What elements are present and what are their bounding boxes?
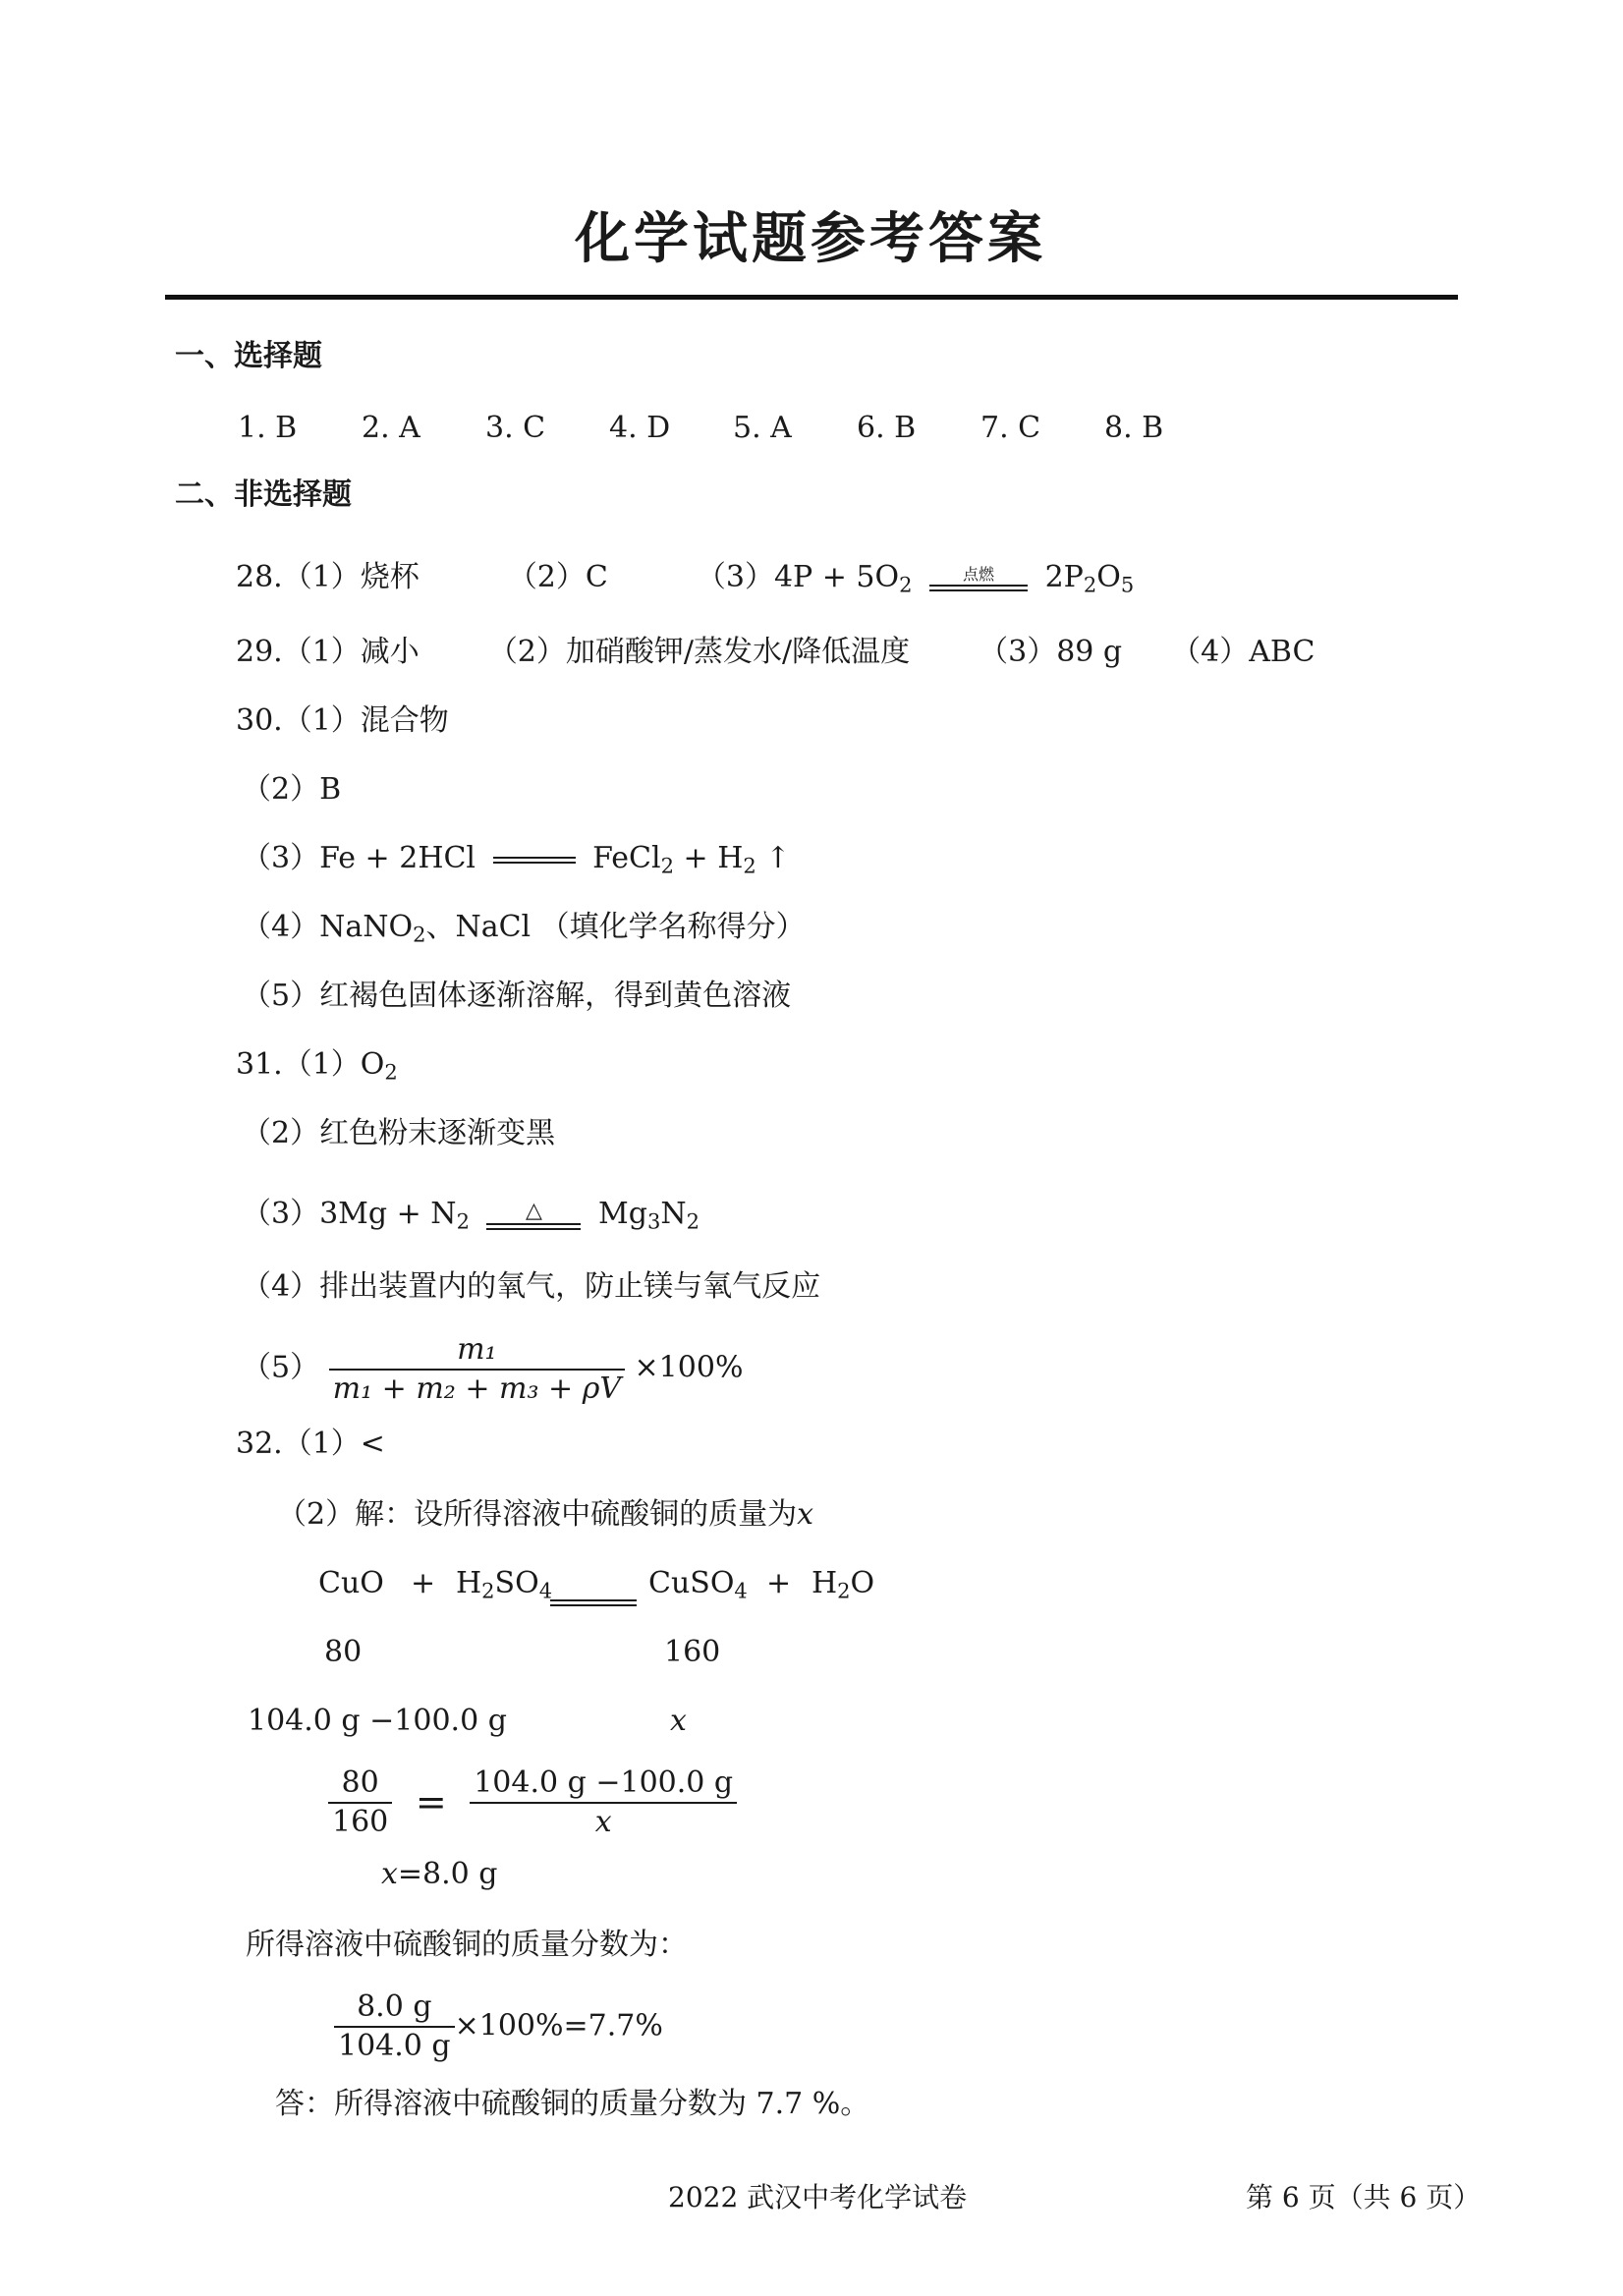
subscript: 2 (1083, 573, 1097, 597)
subscript: 2 (743, 854, 756, 878)
molar-mass-cuso4: 160 (664, 1635, 721, 1669)
percent-denominator: 104.0 g (338, 2028, 451, 2063)
q29-line (236, 635, 1315, 670)
mcq-answer: 3. C (485, 411, 546, 445)
q29-part2: （2）加硝酸钾/蒸发水/降低温度 (487, 635, 911, 669)
reaction-condition: 点燃 (963, 565, 995, 584)
ratio-right-numerator: 104.0 g −100.0 g (470, 1764, 737, 1804)
variable-x: x (797, 1497, 814, 1532)
q29-part1: （1）减小 (282, 635, 420, 669)
subscript: 2 (456, 1209, 470, 1234)
subscript: 2 (413, 923, 426, 947)
q28-part3-label: （3） (696, 560, 774, 594)
formula-numerator: m₁ (329, 1331, 625, 1371)
ratio-right (470, 1764, 737, 1840)
subscript: 3 (646, 1209, 661, 1234)
gas-arrow: ↑ (756, 841, 791, 875)
q32-part1: （1）< (282, 1427, 385, 1461)
percent-numerator: 8.0 g (334, 1988, 455, 2028)
subscript: 2 (686, 1209, 700, 1234)
eq-h2o (812, 1566, 874, 1603)
cuso4-a: CuSO (648, 1566, 735, 1600)
q30-eq-lhs: Fe + 2HCl (319, 841, 476, 875)
q28-number: 28. (236, 560, 283, 594)
subscript: 5 (1120, 573, 1135, 597)
ratio-right-denominator: x (594, 1804, 612, 1839)
result (381, 1857, 498, 1892)
ratio-left-denominator: 160 (332, 1804, 389, 1839)
q30-part3 (242, 841, 790, 878)
eq-plus: + (766, 1566, 792, 1600)
mass-fraction-formula (329, 1331, 625, 1407)
mcq-answer: 1. B (238, 411, 298, 445)
q31-eq-lhs: 3Mg + N (319, 1197, 457, 1231)
q29-part3: （3）89 g (979, 635, 1123, 669)
reaction-condition: △ (526, 1199, 542, 1223)
fraction-label: 所得溶液中硫酸铜的质量分数为： (246, 1928, 688, 1962)
mcq-answer: 5. A (733, 411, 792, 445)
q31-part1: （1）O (282, 1047, 385, 1082)
subscript: 4 (538, 1579, 553, 1603)
q30-part4-label: （4） (242, 910, 320, 944)
q28-part2: （2）C (507, 560, 608, 594)
q31-part3 (242, 1197, 700, 1234)
subscript: 2 (899, 573, 913, 597)
q31-eq-rhs-b: N (660, 1197, 687, 1231)
percent-result: ×100%=7.7% (454, 2008, 663, 2044)
mcq-answers (238, 411, 1228, 446)
q31-part3-label: （3） (242, 1197, 320, 1231)
h2o-a: H (812, 1566, 838, 1600)
q31-eq-rhs: Mg (598, 1197, 647, 1231)
section1-heading: 一、选择题 (175, 339, 322, 373)
title-rule (165, 295, 1458, 300)
percent-fraction (334, 1988, 455, 2064)
final-answer: 答：所得溶液中硫酸铜的质量分数为 7.7 %。 (275, 2087, 870, 2121)
q31-part5 (242, 1331, 743, 1407)
proportion (328, 1764, 737, 1840)
q30-part5: （5）红褐色固体逐渐溶解，得到黄色溶液 (242, 979, 792, 1013)
q30-part2: （2）B (242, 772, 342, 807)
q30-part4-b: 、NaCl （填化学名称得分） (425, 910, 806, 944)
formula-percent: ×100% (634, 1350, 744, 1385)
q31-part5-label: （5） (242, 1350, 320, 1385)
subscript: 4 (734, 1579, 748, 1603)
reaction-arrow (486, 1201, 581, 1230)
result-variable: x (381, 1857, 398, 1891)
q28-eq-lhs: 4P + 5O (773, 560, 900, 594)
q28-eq-rhs: 2P (1044, 560, 1084, 594)
section2-heading: 二、非选择题 (175, 477, 352, 512)
mcq-answer: 7. C (980, 411, 1041, 445)
reaction-equals (493, 857, 576, 864)
page-title: 化学试题参考答案 (575, 207, 1046, 271)
q30-eq-rhs-b: + H (673, 841, 744, 875)
h2so4-a: H (456, 1566, 482, 1600)
footer-exam-title: 2022 武汉中考化学试卷 (668, 2181, 968, 2213)
q32-line1 (236, 1427, 385, 1462)
q32-part2-text: （2）解：设所得溶液中硫酸铜的质量为 (277, 1497, 798, 1532)
q29-number: 29. (236, 635, 283, 669)
q29-part4: （4）ABC (1171, 635, 1315, 669)
reaction-equals (550, 1599, 637, 1606)
mcq-answer: 4. D (609, 411, 671, 445)
subscript: 2 (481, 1579, 495, 1603)
q30-part1: （1）混合物 (282, 703, 449, 738)
mcq-answer: 2. A (362, 411, 420, 445)
q28-part1: （1）烧杯 (282, 560, 420, 594)
q28-line (236, 560, 1134, 597)
h2so4-b: SO (494, 1566, 539, 1600)
q30-line1 (236, 703, 449, 739)
ratio-left (328, 1764, 392, 1840)
q31-part2: （2）红色粉末逐渐变黑 (242, 1116, 556, 1150)
q31-part4: （4）排出装置内的氧气，防止镁与氧气反应 (242, 1269, 821, 1304)
formula-denominator: m₁ + m₂ + m₃ + ρV (332, 1371, 621, 1406)
fraction-calc (334, 1988, 663, 2064)
mcq-answer: 6. B (857, 411, 917, 445)
subscript: 2 (660, 854, 674, 878)
q30-number: 30. (236, 703, 283, 738)
unknown-x: x (670, 1704, 687, 1738)
q32-number: 32. (236, 1427, 283, 1461)
q31-line1 (236, 1047, 398, 1085)
subscript: 2 (837, 1579, 851, 1603)
footer-page-number: 第 6 页（共 6 页） (1246, 2181, 1482, 2213)
eq-plus: + (411, 1566, 436, 1600)
given-mass: 104.0 g −100.0 g (248, 1704, 507, 1738)
q32-part2 (277, 1497, 813, 1533)
eq-cuso4 (648, 1566, 748, 1603)
result-value: =8.0 g (397, 1857, 498, 1891)
q31-number: 31. (236, 1047, 283, 1082)
q30-eq-rhs: FeCl (592, 841, 661, 875)
reaction-arrow (929, 566, 1028, 591)
q30-part4 (242, 910, 806, 947)
molar-mass-cuo: 80 (324, 1635, 363, 1669)
h2o-b: O (850, 1566, 875, 1600)
eq-cuo: CuO (318, 1566, 384, 1600)
mcq-answer: 8. B (1104, 411, 1164, 445)
q30-part3-label: （3） (242, 841, 320, 875)
ratio-left-numerator: 80 (328, 1764, 392, 1804)
subscript: 2 (384, 1060, 398, 1085)
q28-eq-rhs-b: O (1096, 560, 1121, 594)
q30-part4-a: NaNO (319, 910, 414, 944)
eq-h2so4 (456, 1566, 552, 1603)
ratio-equals: = (415, 1779, 447, 1823)
